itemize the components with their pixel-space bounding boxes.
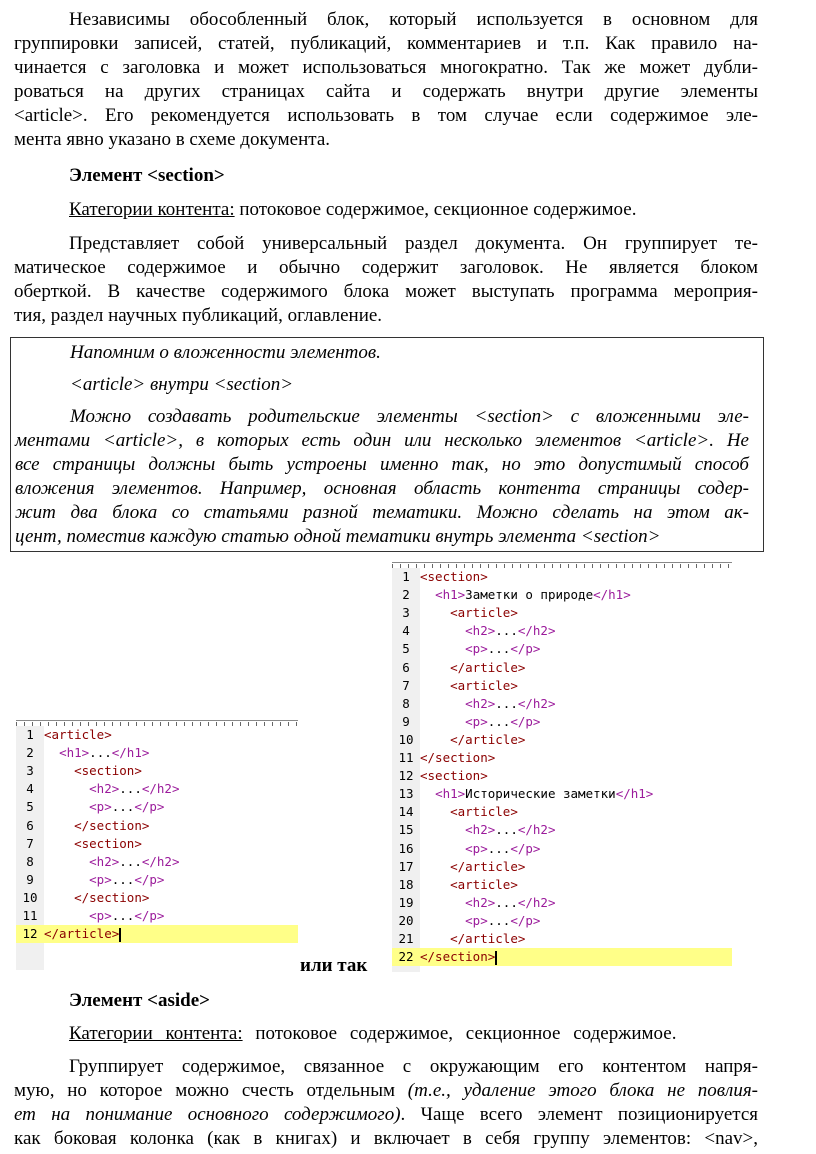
text-line: матическое содержимое и обычно содержит заголовок. Не является блоком — [14, 257, 758, 278]
line-number: 14 — [398, 804, 414, 820]
text-line: чинается с заголовка и может использоваться многократно. Так же может дубли- — [14, 57, 758, 78]
code-editor-right — [392, 562, 732, 972]
line-number: 13 — [398, 786, 414, 802]
text-line: ет на понимание основного содержимого). Чаще всего элемент позиционируется — [14, 1104, 758, 1125]
line-number: 8 — [402, 695, 410, 711]
text-cursor — [119, 928, 121, 942]
text-line: Представляет собой универсальный раздел документа. Он группирует те- — [69, 233, 758, 254]
text-line: все страницы должны быть устроены именно так, но это допустимый способ — [15, 454, 749, 475]
text-line: оберткой. В качестве содержимого блока может выступать программа мероприя- — [14, 281, 758, 302]
line-number: 18 — [398, 876, 414, 892]
code-line: 6 </section> — [16, 817, 149, 835]
code-line: 5 <p>...</p> — [392, 640, 540, 658]
line-number: 7 — [26, 835, 34, 851]
code-line: 14 <article> — [392, 803, 518, 821]
line-number: 6 — [402, 659, 410, 675]
code-line: 8 <h2>...</h2> — [16, 853, 179, 871]
code-line: 3 <section> — [16, 762, 142, 780]
line-number: 10 — [22, 889, 38, 905]
note-line-2: <article> внутри <section> — [70, 374, 294, 395]
code-line: 9 <p>...</p> — [16, 871, 164, 889]
line-number: 5 — [402, 641, 410, 657]
line-number: 11 — [398, 750, 414, 765]
code-line: 1 <article> — [16, 726, 112, 744]
line-number: 4 — [26, 781, 34, 797]
text-cursor — [495, 951, 497, 965]
code-line: 15 <h2>...</h2> — [392, 821, 555, 839]
text-line: Группирует содержимое, связанное с окружающим его контентом напря- — [69, 1056, 758, 1077]
text-line: жит два блока со статьями разной тематики. Можно сделать на этом ак- — [15, 502, 749, 523]
code-line: 3 <article> — [392, 604, 518, 622]
text-line: мую, но которое можно счесть отдельным (т.е., удаление этого блока не повлия- — [14, 1080, 759, 1101]
line-number: 2 — [26, 745, 34, 761]
line-number: 15 — [398, 822, 414, 838]
code-line: 8 <h2>...</h2> — [392, 695, 555, 713]
line-number: 12 — [398, 768, 414, 784]
section-heading: Элемент <section> — [69, 165, 225, 186]
line-number: 8 — [26, 853, 34, 869]
code-line: 22 </section> — [392, 948, 732, 966]
code-editor-left — [16, 720, 298, 970]
categories-label: Категории контента: — [69, 199, 235, 220]
code-line: 7 <article> — [392, 677, 518, 695]
line-number: 5 — [26, 799, 34, 815]
code-line: 10 </section> — [16, 889, 149, 907]
text-line: группировки записей, статей, публикаций, комментариев и т.п. Как правило на- — [14, 33, 758, 54]
categories-value: потоковое содержимое, секционное содержимое. — [234, 199, 637, 220]
line-number: 2 — [402, 587, 410, 603]
code-line: 4 <h2>...</h2> — [16, 780, 179, 798]
aside-heading: Элемент <aside> — [69, 990, 210, 1011]
line-number: 9 — [402, 713, 410, 729]
code-line: 20 <p>...</p> — [392, 912, 540, 930]
code-line: 10 </article> — [392, 731, 525, 749]
code-line: 16 <p>...</p> — [392, 840, 540, 858]
text-line: Независимы обособленный блок, который используется в основном для — [69, 9, 758, 30]
code-line: 4 <h2>...</h2> — [392, 622, 555, 640]
text-line: тия, раздел научных публикаций, оглавление. — [14, 305, 383, 326]
code-line: 12 </article> — [16, 925, 298, 943]
categories-label: Категории контента: — [69, 1023, 243, 1044]
code-line: 6 </article> — [392, 659, 525, 677]
line-number: 20 — [398, 912, 414, 928]
code-line: 11 </section> — [392, 749, 495, 767]
note-box — [10, 337, 764, 552]
text-line: как боковая колонка (как в книгах) и включает в себя группу элементов: <nav>, — [14, 1128, 758, 1149]
line-number: 6 — [26, 817, 34, 833]
code-line: 2 <h1>Заметки о природе</h1> — [392, 586, 631, 604]
line-number: 10 — [398, 731, 414, 747]
line-number: 3 — [402, 605, 410, 621]
code-line: 13 <h1>Исторические заметки</h1> — [392, 785, 653, 803]
code-line: 21 </article> — [392, 930, 525, 948]
text-line: вложения элементов. Например, основная область контента страницы содер- — [15, 478, 749, 499]
categories-value: потоковое содержимое, секционное содержимое. — [242, 1023, 677, 1044]
aside-categories — [14, 1022, 758, 1046]
line-number: 9 — [26, 871, 34, 887]
text-line: <article>. Его рекомендуется использовать в том случае если содержимое эле- — [14, 105, 758, 126]
section-categories — [14, 198, 758, 222]
code-line: 18 <article> — [392, 876, 518, 894]
text-line: ментами <article>, в которых есть один или несколько элементов <article>. Не — [15, 430, 749, 451]
code-line: 19 <h2>...</h2> — [392, 894, 555, 912]
code-line: 9 <p>...</p> — [392, 713, 540, 731]
code-line: 5 <p>...</p> — [16, 798, 164, 816]
code-line: 17 </article> — [392, 858, 525, 876]
text-line: Можно создавать родительские элементы <section> с вложенными эле- — [70, 406, 749, 427]
or-so-label: или так — [300, 955, 368, 976]
line-number: 4 — [402, 623, 410, 639]
code-line: 1 <section> — [392, 568, 488, 586]
line-number: 7 — [402, 677, 410, 693]
text-line: мента явно указано в схеме документа. — [14, 129, 330, 150]
line-number: 12 — [22, 926, 38, 942]
line-number: 3 — [26, 763, 34, 779]
aside-description — [14, 1055, 758, 1151]
line-number: 22 — [398, 949, 414, 965]
line-number: 17 — [398, 858, 414, 874]
intro-paragraph — [14, 8, 758, 152]
section-description — [14, 232, 758, 328]
line-number: 21 — [398, 931, 414, 946]
note-paragraph — [15, 405, 749, 549]
code-line: 12 <section> — [392, 767, 488, 785]
line-number: 1 — [402, 569, 410, 584]
line-number: 19 — [398, 894, 414, 910]
code-line: 2 <h1>...</h1> — [16, 744, 149, 762]
line-number: 11 — [22, 908, 38, 923]
line-number: 1 — [26, 727, 34, 742]
code-line: 11 <p>...</p> — [16, 907, 164, 925]
note-line-1: Напомним о вложенности элементов. — [70, 342, 381, 363]
code-line: 7 <section> — [16, 835, 142, 853]
text-line: роваться на других страницах сайта и содержать внутри другие элементы — [14, 81, 758, 102]
text-line: цент, поместив каждую статью одной тематики внутрь элемента <section> — [15, 526, 661, 547]
line-number: 16 — [398, 840, 414, 856]
